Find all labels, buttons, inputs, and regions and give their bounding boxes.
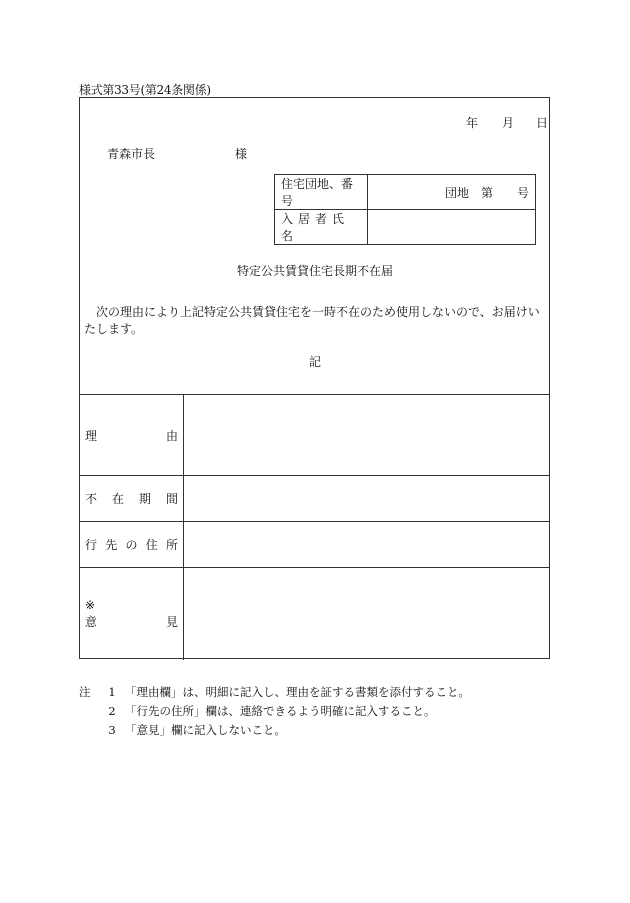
resident-name-label: 入居者氏名 — [275, 210, 368, 245]
reason-label-left: 理 — [85, 428, 98, 443]
applicant-table — [274, 174, 536, 245]
reason-label — [79, 395, 184, 476]
opinion-row — [79, 568, 550, 660]
destination-char: 所 — [165, 538, 178, 552]
note-number: 2 — [108, 704, 116, 718]
note-item — [79, 702, 470, 721]
note-item — [79, 721, 470, 740]
destination-char: 住 — [145, 538, 158, 552]
reason-label-right: 由 — [165, 428, 178, 443]
note-text: 「行先の住所」欄は、連絡できるよう明確に記入すること。 — [125, 704, 436, 718]
note-number: 1 — [108, 685, 116, 699]
reason-row — [79, 395, 550, 476]
form-number: 様式第33号(第24条関係) — [79, 83, 211, 97]
addressee-name: 青森市長 — [107, 147, 156, 161]
destination-label — [79, 522, 184, 568]
absence-period-char: 不 — [85, 492, 98, 506]
notes-heading: 注 — [79, 685, 91, 699]
destination-char: 行 — [85, 538, 98, 552]
absence-period-char: 在 — [111, 492, 124, 506]
destination-char: の — [125, 538, 138, 552]
note-text: 「理由欄」は、明細に記入し、理由を証する書類を添付すること。 — [125, 685, 470, 699]
document-title: 特定公共賃貸住宅長期不在届 — [236, 264, 393, 278]
destination-char: 先 — [105, 538, 118, 552]
absence-period-char: 間 — [165, 492, 178, 506]
absence-period-row — [79, 476, 550, 522]
details-table — [79, 394, 550, 660]
destination-row — [79, 522, 550, 568]
ki-heading: 記 — [308, 355, 321, 369]
absence-period-char: 期 — [138, 492, 151, 506]
housing-field[interactable]: 団地 第 号 — [368, 175, 536, 210]
absence-period-field[interactable] — [184, 476, 551, 522]
opinion-mark: ※ — [85, 597, 96, 612]
opinion-label — [79, 568, 184, 660]
note-number: 3 — [108, 723, 116, 737]
addressee-honorific: 様 — [235, 147, 248, 161]
notes — [79, 683, 470, 740]
opinion-field — [184, 568, 551, 660]
opinion-label-left: 意 — [85, 614, 98, 629]
destination-field[interactable] — [184, 522, 551, 568]
date-month-label: 月 — [502, 116, 515, 130]
note-text: 「意見」欄に記入しないこと。 — [125, 723, 286, 737]
note-item — [79, 683, 470, 702]
resident-name-field[interactable] — [368, 210, 536, 245]
date-day-label: 日 — [536, 116, 549, 130]
reason-field[interactable] — [184, 395, 551, 476]
opinion-label-right: 見 — [165, 614, 178, 629]
absence-period-label — [79, 476, 184, 522]
date-year-label: 年 — [466, 116, 479, 130]
housing-label: 住宅団地、番号 — [275, 175, 368, 210]
body-text: 次の理由により上記特定公共賃貸住宅を一時不在のため使用しないので、お届けいたします。 — [84, 305, 540, 336]
